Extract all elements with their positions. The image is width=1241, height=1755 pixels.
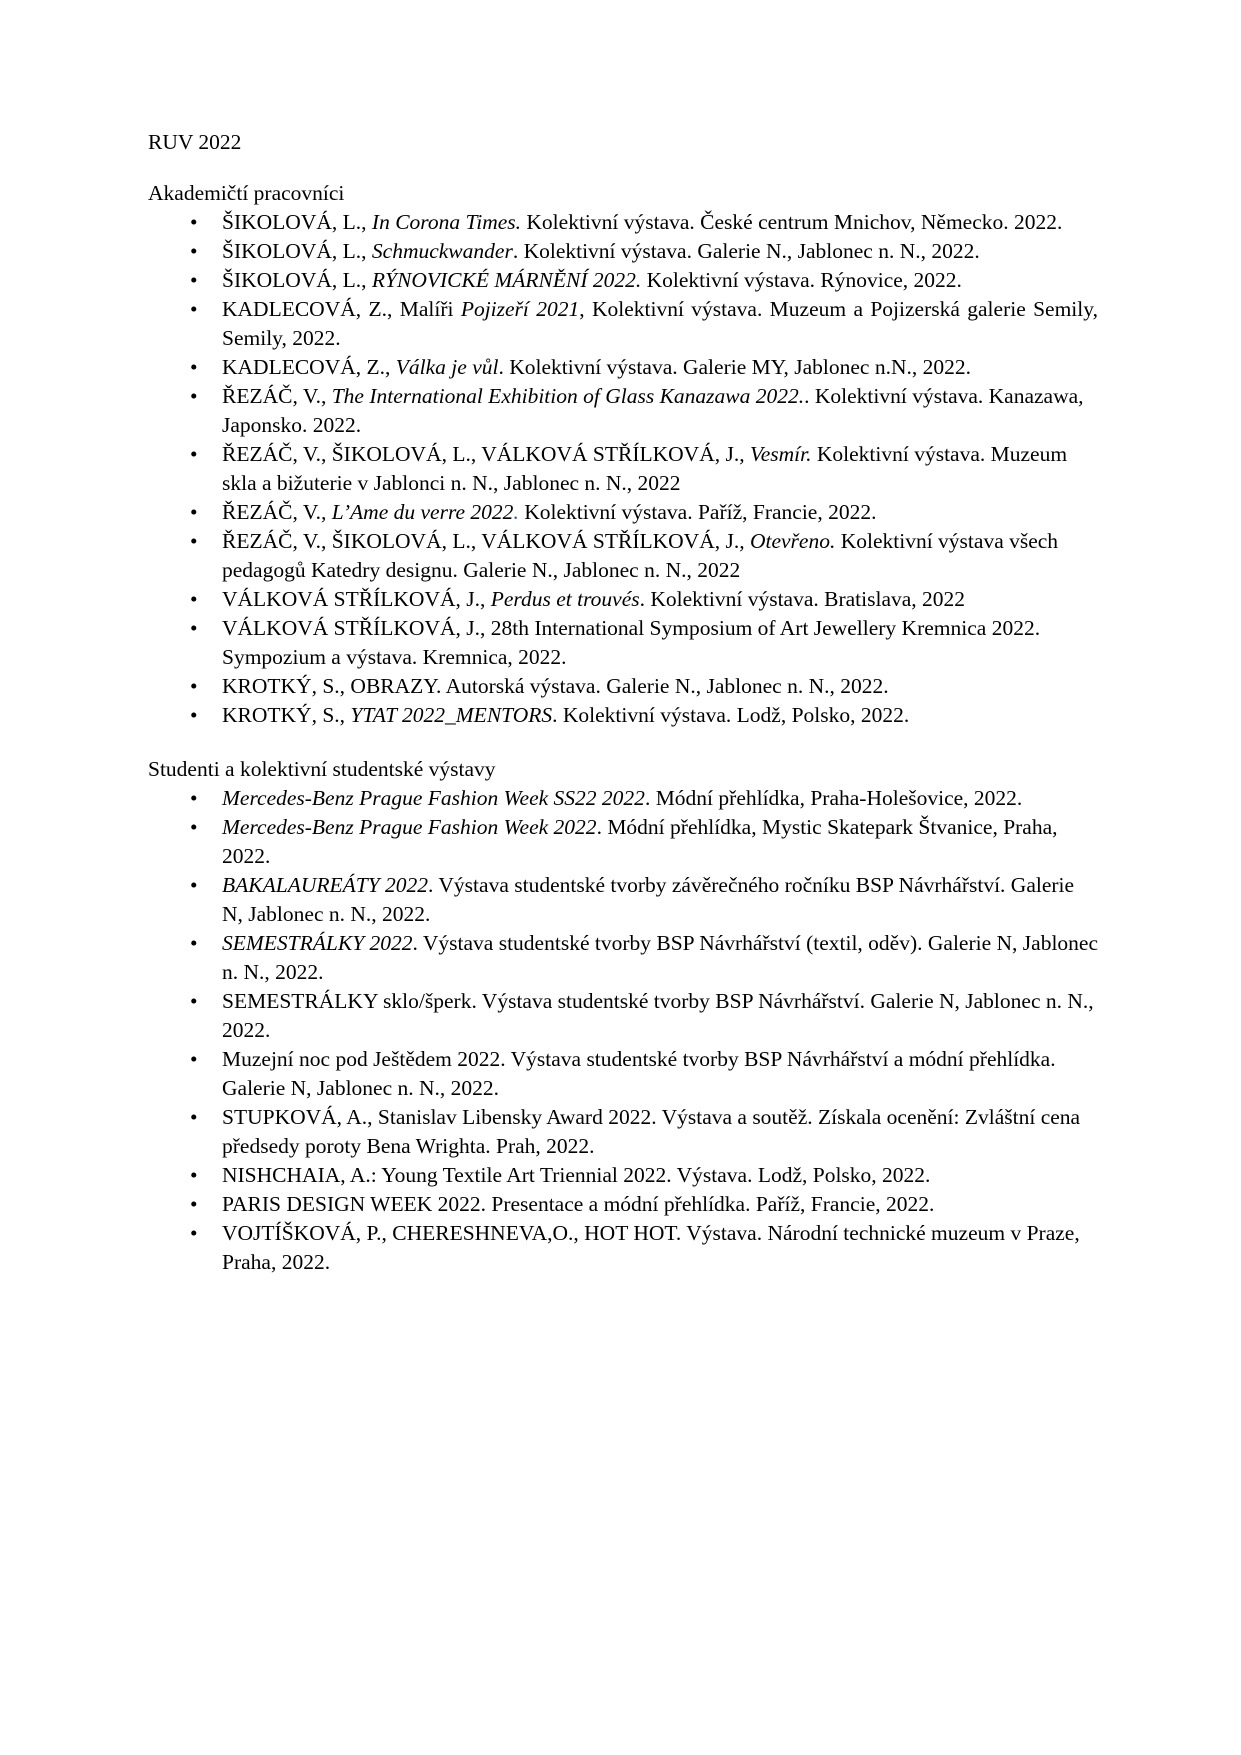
- bullet-icon: •: [190, 210, 198, 234]
- list-item: [148, 353, 1098, 382]
- item-text: ŠIKOLOVÁ, L.,: [222, 210, 372, 234]
- list-item: [148, 929, 1098, 987]
- bullet-icon: •: [190, 500, 198, 524]
- list-item: [148, 208, 1098, 237]
- item-title-italic: Válka je vůl: [395, 355, 499, 379]
- item-title-italic: , L’Ame du verre 2022: [320, 500, 514, 524]
- bullet-icon: •: [190, 442, 198, 466]
- item-title-italic: SEMESTRÁLKY 2022: [222, 931, 413, 955]
- item-text: KADLECOVÁ, Z., Malíři: [222, 297, 461, 321]
- bullet-icon: •: [190, 529, 198, 553]
- item-text: ŠIKOLOVÁ, L.,: [222, 239, 372, 263]
- bullet-icon: •: [190, 1163, 198, 1187]
- item-title-italic: Perdus et trouvés: [490, 587, 640, 611]
- item-text: ŘEZÁČ, V.: [222, 500, 321, 524]
- list-item: [148, 585, 1098, 614]
- list-item: [148, 672, 1098, 701]
- item-text: NISHCHAIA, A.: Young Textile Art Triennial 2022. Výstava. Lodž, Polsko, 2022.: [222, 1163, 931, 1187]
- bullet-icon: •: [190, 268, 198, 292]
- list-item: [148, 701, 1098, 730]
- bullet-icon: •: [190, 1047, 198, 1071]
- item-text: VÁLKOVÁ STŘÍLKOVÁ, J., 28th International Symposium of Art Jewellery Kremnica 2022. Sympozium a výstava. Kremnica, 2022.: [222, 616, 1041, 669]
- item-text: ŘEZÁČ, V.,: [222, 384, 332, 408]
- item-title-italic: The International Exhibition of Glass Kanazawa 2022.: [331, 384, 805, 408]
- item-text: ŘEZÁČ, V., ŠIKOLOVÁ, L., VÁLKOVÁ STŘÍLKOVÁ, J.: [222, 529, 740, 553]
- item-title-italic: , Vesmír.: [739, 442, 812, 466]
- item-text: Japonsko. 2022.: [222, 413, 362, 437]
- bullet-icon: •: [190, 297, 198, 321]
- item-title-italic: RÝNOVICKÉ MÁRNĚNÍ 2022.: [371, 268, 642, 292]
- bullet-icon: •: [190, 384, 198, 408]
- item-title-italic: , Otevřeno.: [739, 529, 836, 553]
- item-text: . Kolektivní výstava. Galerie MY, Jablonec n.N., 2022.: [498, 355, 971, 379]
- item-title-italic: Schmuckwander: [371, 239, 513, 263]
- item-text: Kolektivní výstava. Muzeum skla a bižuterie v Jablonci n. N., Jablonec n. N., 2022: [222, 442, 1068, 495]
- bullet-icon: •: [190, 674, 198, 698]
- item-title-italic: Mercedes-Benz Prague Fashion Week SS22 2022: [222, 786, 645, 810]
- item-text: . Módní přehlídka, Praha-Holešovice, 2022.: [644, 786, 1023, 810]
- item-text: Kolektivní výstava. Rýnovice, 2022.: [641, 268, 962, 292]
- list-item: [148, 813, 1098, 871]
- list-item: [148, 871, 1098, 929]
- item-text: , Kolektivní výstava. Muzeum a Pojizerská galerie Semily, Semily, 2022.: [222, 297, 1098, 350]
- list-item: [148, 295, 1098, 353]
- item-title-italic: Mercedes-Benz Prague Fashion Week 2022: [222, 815, 597, 839]
- list-item: [148, 1103, 1098, 1161]
- bullet-icon: •: [190, 239, 198, 263]
- list-item: [148, 1219, 1098, 1277]
- exhibition-list: [148, 784, 1098, 1277]
- bullet-icon: •: [190, 815, 198, 839]
- item-text: PARIS DESIGN WEEK 2022. Presentace a módní přehlídka. Paříž, Francie, 2022.: [222, 1192, 935, 1216]
- bullet-icon: •: [190, 616, 198, 640]
- item-text: KROTKÝ, S.,: [222, 703, 351, 727]
- item-text: SEMESTRÁLKY sklo/šperk. Výstava studentské tvorby BSP Návrhářství. Galerie N, Jablonec n. N., 2022.: [222, 989, 1094, 1042]
- section-academic-staff: [148, 179, 1098, 730]
- bullet-icon: •: [190, 355, 198, 379]
- item-text: ŘEZÁČ, V., ŠIKOLOVÁ, L., VÁLKOVÁ STŘÍLKOVÁ, J.: [222, 442, 740, 466]
- list-item: [148, 784, 1098, 813]
- exhibition-list: [148, 208, 1098, 730]
- item-title-italic: In Corona Times.: [371, 210, 522, 234]
- bullet-icon: •: [190, 1192, 198, 1216]
- item-text: . Kolektivní výstava. Bratislava, 2022: [639, 587, 966, 611]
- section-heading: Studenti a kolektivní studentské výstavy: [148, 757, 496, 781]
- item-text: . Módní přehlídka, Mystic Skatepark Štvanice, Praha, 2022.: [222, 815, 1058, 868]
- bullet-icon: •: [190, 786, 198, 810]
- item-text: STUPKOVÁ, A., Stanislav Libensky Award 2022. Výstava a soutěž. Získala ocenění: Zvláštní cena předsedy poroty Bena Wrighta. Prah, 2022.: [222, 1105, 1081, 1158]
- list-item: [148, 1045, 1098, 1103]
- item-text: Kolektivní výstava. České centrum Mnichov, Německo. 2022.: [521, 210, 1063, 234]
- item-title-italic: Pojizeří 2021: [460, 297, 580, 321]
- item-text: KROTKÝ, S., OBRAZY. Autorská výstava. Galerie N., Jablonec n. N., 2022.: [222, 674, 889, 698]
- item-text: KADLECOVÁ, Z.,: [222, 355, 396, 379]
- item-title-italic: .: [513, 500, 519, 524]
- bullet-icon: •: [190, 1221, 198, 1245]
- item-text: Kolektivní výstava. Paříž, Francie, 2022.: [518, 500, 877, 524]
- list-item: [148, 498, 1098, 527]
- item-text: VOJTÍŠKOVÁ, P., CHERESHNEVA,O., HOT HOT. Výstava. Národní technické muzeum v Praze, Praha, 2022.: [222, 1221, 1080, 1274]
- bullet-icon: •: [190, 1105, 198, 1129]
- list-item: [148, 614, 1098, 672]
- list-item: [148, 382, 1098, 440]
- item-text: Muzejní noc pod Ještědem 2022. Výstava studentské tvorby BSP Návrhářství a módní přehlídka. Galerie N, Jablonec n. N., 2022.: [222, 1047, 1056, 1100]
- section-heading: Akademičtí pracovníci: [148, 181, 345, 205]
- item-text: ŠIKOLOVÁ, L.,: [222, 268, 372, 292]
- list-item: [148, 1190, 1098, 1219]
- bullet-icon: •: [190, 703, 198, 727]
- item-text: . Kolektivní výstava. Kanazawa: [804, 384, 1079, 408]
- list-item: [148, 266, 1098, 295]
- item-text: . Výstava studentské tvorby BSP Návrhářství (textil, oděv). Galerie N, Jablonec n. N., 2022.: [222, 931, 1099, 984]
- item-title-italic: BAKALAUREÁTY 2022: [222, 873, 429, 897]
- list-item: [148, 237, 1098, 266]
- item-title-italic: YTAT 2022_MENTORS: [350, 703, 553, 727]
- item-text: . Výstava studentské tvorby závěrečného ročníku BSP Návrhářství. Galerie N, Jablonec n. N., 2022.: [222, 873, 1075, 926]
- document-title: RUV 2022: [148, 130, 242, 154]
- bullet-icon: •: [190, 931, 198, 955]
- bullet-icon: •: [190, 587, 198, 611]
- item-text: . Kolektivní výstava. Lodž, Polsko, 2022.: [552, 703, 910, 727]
- item-text: VÁLKOVÁ STŘÍLKOVÁ, J.,: [222, 587, 491, 611]
- document-page: [148, 128, 1098, 1277]
- item-text: . Kolektivní výstava. Galerie N., Jablonec n. N., 2022.: [512, 239, 980, 263]
- bullet-icon: •: [190, 873, 198, 897]
- list-item: [148, 987, 1098, 1045]
- item-text: Kolektivní výstava všech pedagogů Katedry designu. Galerie N., Jablonec n. N., 2022: [222, 529, 1059, 582]
- item-title-italic: ,: [1078, 384, 1084, 408]
- section-students: [148, 755, 1098, 1277]
- list-item: [148, 440, 1098, 498]
- list-item: [148, 1161, 1098, 1190]
- bullet-icon: •: [190, 989, 198, 1013]
- list-item: [148, 527, 1098, 585]
